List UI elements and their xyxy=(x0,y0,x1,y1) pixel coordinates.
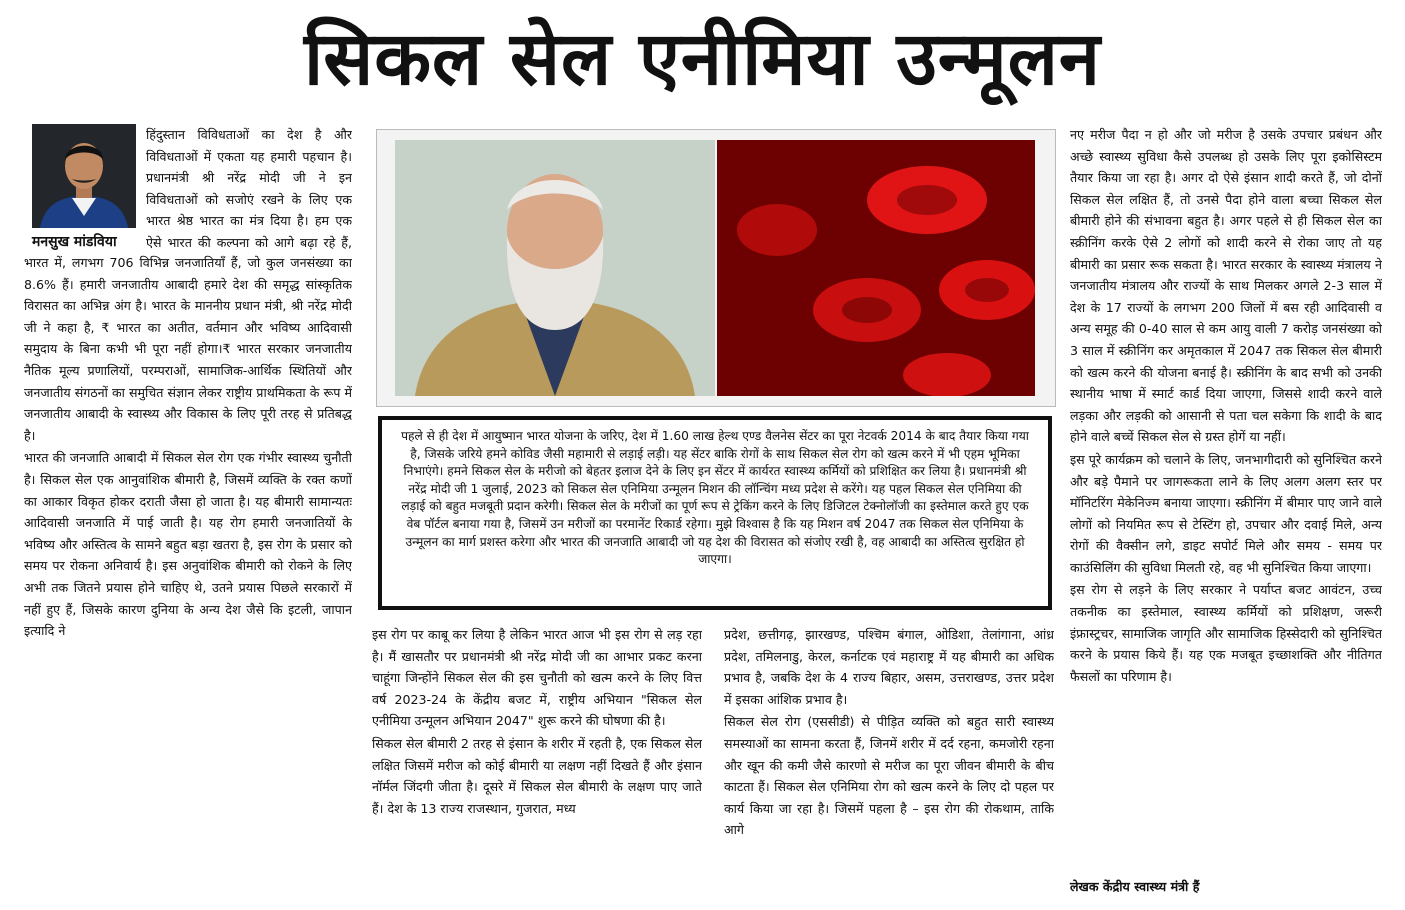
column-4-paragraph-1: नए मरीज पैदा न हो और जो मरीज है उसके उपचार प्रबंधन और अच्छे स्वास्थ्य सुविधा कैसे उपलब्ध हो उसके लिए पूरा इकोसिस्टम तैयार किया जा रहा है। अगर दो ऐसे इंसान शादी करते हैं, जो दोनों सिकल सेल लक्षित हैं, तो उनसे पैदा होने वाला बच्चा सिकल सेल बीमारी होने की संभावना बहुत है। अगर पहले से ही सिकल सेल का स्क्रीनिंग करके ऐसे 2 लोगों को शादी करने से रोका जाए तो यह बीमारी का प्रसार रूक सकता है। भारत सरकार के स्वास्थ्य मंत्रालय ने जनजातीय मंत्रालय और राज्यों के साथ मिलकर अगले 2-3 साल में देश के 17 राज्यों के लगभग 200 जिलों में बस रही आदिवासी व अन्य समूह की 0-40 साल से कम आयु वाली 7 करोड़ जनसंख्या को 3 साल में स्क्रीनिंग कर अमृतकाल में 2047 तक सिकल सेल बीमारी को खत्म करने की योजना बनाई है। स्क्रीनिंग के बाद सभी को उनकी स्थानीय भाषा में स्मार्ट कार्ड दिया जाएगा, जिससे शादी करने वाले लड़का और लड़की को आसानी से पता चल सकेगा कि शादी के बाद होने वाले बच्चें सिकल सेल से ग्रस्त होगें या नहीं। xyxy=(1070,127,1382,445)
column-1-paragraph-2: भारत में, लगभग 706 विभिन्न जनजातियाँ हैं, जो कुल जनसंख्या का 8.6% हैं। हमारी जनजातीय आबादी हमारे देश की समृद्ध सांस्कृतिक विरासत का अभिन्न अंग है। भारत के माननीय प्रधान मंत्री, श्री नरेंद्र मोदी जी ने कहा है, ₹ भारत का अतीत, वर्तमान और भविष्य आदिवासी समुदाय के बिना कभी भी पूरा नहीं होगा।₹ भारत सरकार जनजातीय नैतिक मूल्य प्रणालियों, परम्पराओं, सामाजिक-आर्थिक स्थितियों और जनजातीय संगठनों का समुचित संज्ञान लेकर राष्ट्रीय प्राथमिकता के रूप में जनजातीय आबादी के स्वास्थ्य और विकास के लिए पूरी तरह से प्रतिबद्ध है। xyxy=(24,255,352,443)
author-byline: मनसुख मांडविया xyxy=(32,234,117,250)
red-blood-cells-image xyxy=(717,140,1035,396)
column-3-paragraph-1: प्रदेश, छत्तीगढ़, झारखण्ड, पश्चिम बंगाल, ओडिशा, तेलांगाना, आंध्र प्रदेश, तमिलनाडु, केरल, कर्नाटक एवं महाराष्ट्र में यह बीमारी का अधिक प्रभाव है, जबकि देश के 4 राज्य बिहार, असम, उत्तराखण्ड, उत्तर प्रदेश में इसका आंशिक प्रभाव है। xyxy=(724,627,1054,707)
highlight-box: पहले से ही देश में आयुष्मान भारत योजना के जरिए, देश में 1.60 लाख हेल्थ एण्ड वैलनेस सेंटर का पूरा नेटवर्क 2014 के बाद तैयार किया गया है, जिसके जरिये हमने कोविड जैसी महामारी से लड़ाई लड़ी। यह सेंटर बाकि रोगों के साथ सिकल सेल रोग को खत्म करने में भी एहम भूमिका निभाएंगे। हमने सिकल सेल के मरीजो को बेहतर इलाज देने के लिए इन सेंटर में कार्यरत स्वास्थ्य कर्मियों को प्रशिक्षित कर लिया है। प्रधानमंत्री श्री नरेंद्र मोदी जी 1 जुलाई, 2023 को सिकल सेल एनिमिया उन्मूलन मिशन की लॉन्चिंग मध्य प्रदेश से करेंगे। यह पहल सिकल सेल एनिमिया की लड़ाई को बहुत मजबूती प्रदान करेगी। सिकल सेल के मरीजों का पूर्ण रूप से ट्रेकिंग करने के लिए डिजिटल टेक्नोलॉजी का इस्तेमाल करते हुए एक वेब पॉर्टल बनाया गया है, जिसमें उन मरीजों का परमानेंट रिकार्ड रहेगा। मुझे विश्वास है कि यह मिशन वर्ष 2047 तक सिकल सेल एनिमिया के उन्मूलन का मार्ग प्रशस्त करेगा और भारत की जनजाति आबादी जो यह देश की विरासत को संजोए रखी है, वह आबादी का अस्तित्व सुरक्षित हो जाएगा। xyxy=(378,416,1052,610)
column-2-paragraph-2: सिकल सेल बीमारी 2 तरह से इंसान के शरीर में रहती है, एक सिकल सेल लक्षित जिसमें मरीज को कोई बीमारी या लक्षण नहीं दिखते हैं और इंसान नॉर्मल जिंदगी जीता है। दूसरे में सिकल सेल बीमारी के लक्षण पाए जाते हैं। देश के 13 राज्य राजस्थान, गुजरात, मध्य xyxy=(372,735,702,816)
blood-cells-illustration xyxy=(717,140,1035,396)
column-1 xyxy=(24,252,352,902)
column-4-paragraph-3: इस रोग से लड़ने के लिए सरकार ने पर्याप्त बजट आवंटन, उच्च तकनीक का इस्तेमाल, स्वास्थ्य कर्मियों को प्रशिक्षण, जरूरी इंफ्रास्ट्रचर, सामाजिक जागृति और सामाजिक हिस्सेदारी को सुनिश्चित करने के प्रयास किये हैं। यह एक मजबूत इच्छाशक्ति और नीतिगत फैसलों का परिणाम है। xyxy=(1070,582,1382,684)
column-4-paragraph-2: इस पूरे कार्यक्रम को चलाने के लिए, जनभागीदारी को सुनिश्चित करने और बड़े पैमाने पर जागरूकता लाने के लिए अलग अलग स्तर पर मॉनिटरिंग मेकेनिज्म बनाया जाएगा। स्क्रीनिंग में बीमार पाए जाने वाले लोगों को नियमित रूप से टेस्टिंग हो, उपचार और दवाई मिले, अन्य रोगों की वैक्सीन लगे, डाइट सपोर्ट मिले और समय - समय पर काउंसिलिंग की सुविधा मिलती रहे, वह भी सुनिश्चित किया जाएगा। xyxy=(1070,451,1382,575)
author-portrait xyxy=(32,124,136,228)
article-headline: सिकल सेल एनीमिया उन्मूलन xyxy=(304,15,1101,102)
column-1-paragraph-3: भारत की जनजाति आबादी में सिकल सेल रोग एक गंभीर स्वास्थ्य चुनौती है। सिकल सेल एक आनुवांशिक बीमारी है, जिसमें व्यक्ति के रक्त कणों का आकार विकृत होकर दराती जैसा हो जाता है। यह बीमारी सामान्यतः आदिवासी जनजाति में पाई जाती है। यह रोग हमारी जनजातियों के भविष्य और अस्तित्व के सामने बहुत बड़ा खतरा है, इस रोग के प्रसार को समय पर रोकना अनिवार्य है। इस अनुवांशिक बीमारी को रोकने के लिए अभी तक जितने प्रयास होने चाहिए थे, उतने प्रयास पिछले सरकारों में नहीं हुए हैं, जिसके कारण दुनिया के अन्य देश जैसे कि इटली, जापान इत्यादि ने xyxy=(24,450,352,639)
column-1-intro-top xyxy=(146,124,352,252)
column-2 xyxy=(372,624,702,900)
author-photo-illustration xyxy=(32,124,136,228)
feature-photo xyxy=(376,129,1056,407)
column-3-paragraph-2: सिकल सेल रोग (एससीडी) से पीड़ित व्यक्ति को बहुत सारी स्वास्थ्य समस्याओं का सामना करता हैं, जिनमें शरीर में दर्द रहना, कमजोरी रहना और खून की कमी जैसे कारणो से मरीज का पूरा जीवन बीमारी के बीच काटता हैं। सिकल सेल एनिमिया रोग को खत्म करने के लिए दो पहल पर कार्य किया जा रहा है। जिसमें पहला है – इस रोग की रोकथाम, ताकि आगे xyxy=(724,714,1054,838)
column-2-paragraph-1: इस रोग पर काबू कर लिया है लेकिन भारत आज भी इस रोग से लड़ रहा है। मैं खासतौर पर प्रधानमंत्री श्री नरेंद्र मोदी जी का आभार प्रकट करना चाहूंगा जिन्होंने सिकल सेल की इस चुनौती को खत्म करने के लिए वित्त वर्ष 2023-24 के केंद्रीय बजट में, राष्ट्रीय अभियान "सिकल सेल एनीमिया उन्मूलन अभियान 2047" शुरू करने की घोषणा की है। xyxy=(372,627,702,729)
portrait-illustration xyxy=(395,140,715,396)
author-designation: लेखक केंद्रीय स्वास्थ्य मंत्री हैं xyxy=(1070,879,1200,894)
leader-photo xyxy=(395,140,715,396)
column-4 xyxy=(1070,124,1382,876)
intro-paragraph: हिंदुस्तान विविधताओं का देश है और विविधताओं में एकता यह हमारी पहचान है। प्रधानमंत्री श्री नरेंद्र मोदी जी ने इन विविधताओं को सजोएं रखने के लिए एक भारत श्रेष्ठ भारत का मंत्र दिया है। हम एक ऐसे भारत की कल्पना को आगे बढ़ा रहे हैं, xyxy=(146,127,352,250)
column-3 xyxy=(724,624,1054,900)
